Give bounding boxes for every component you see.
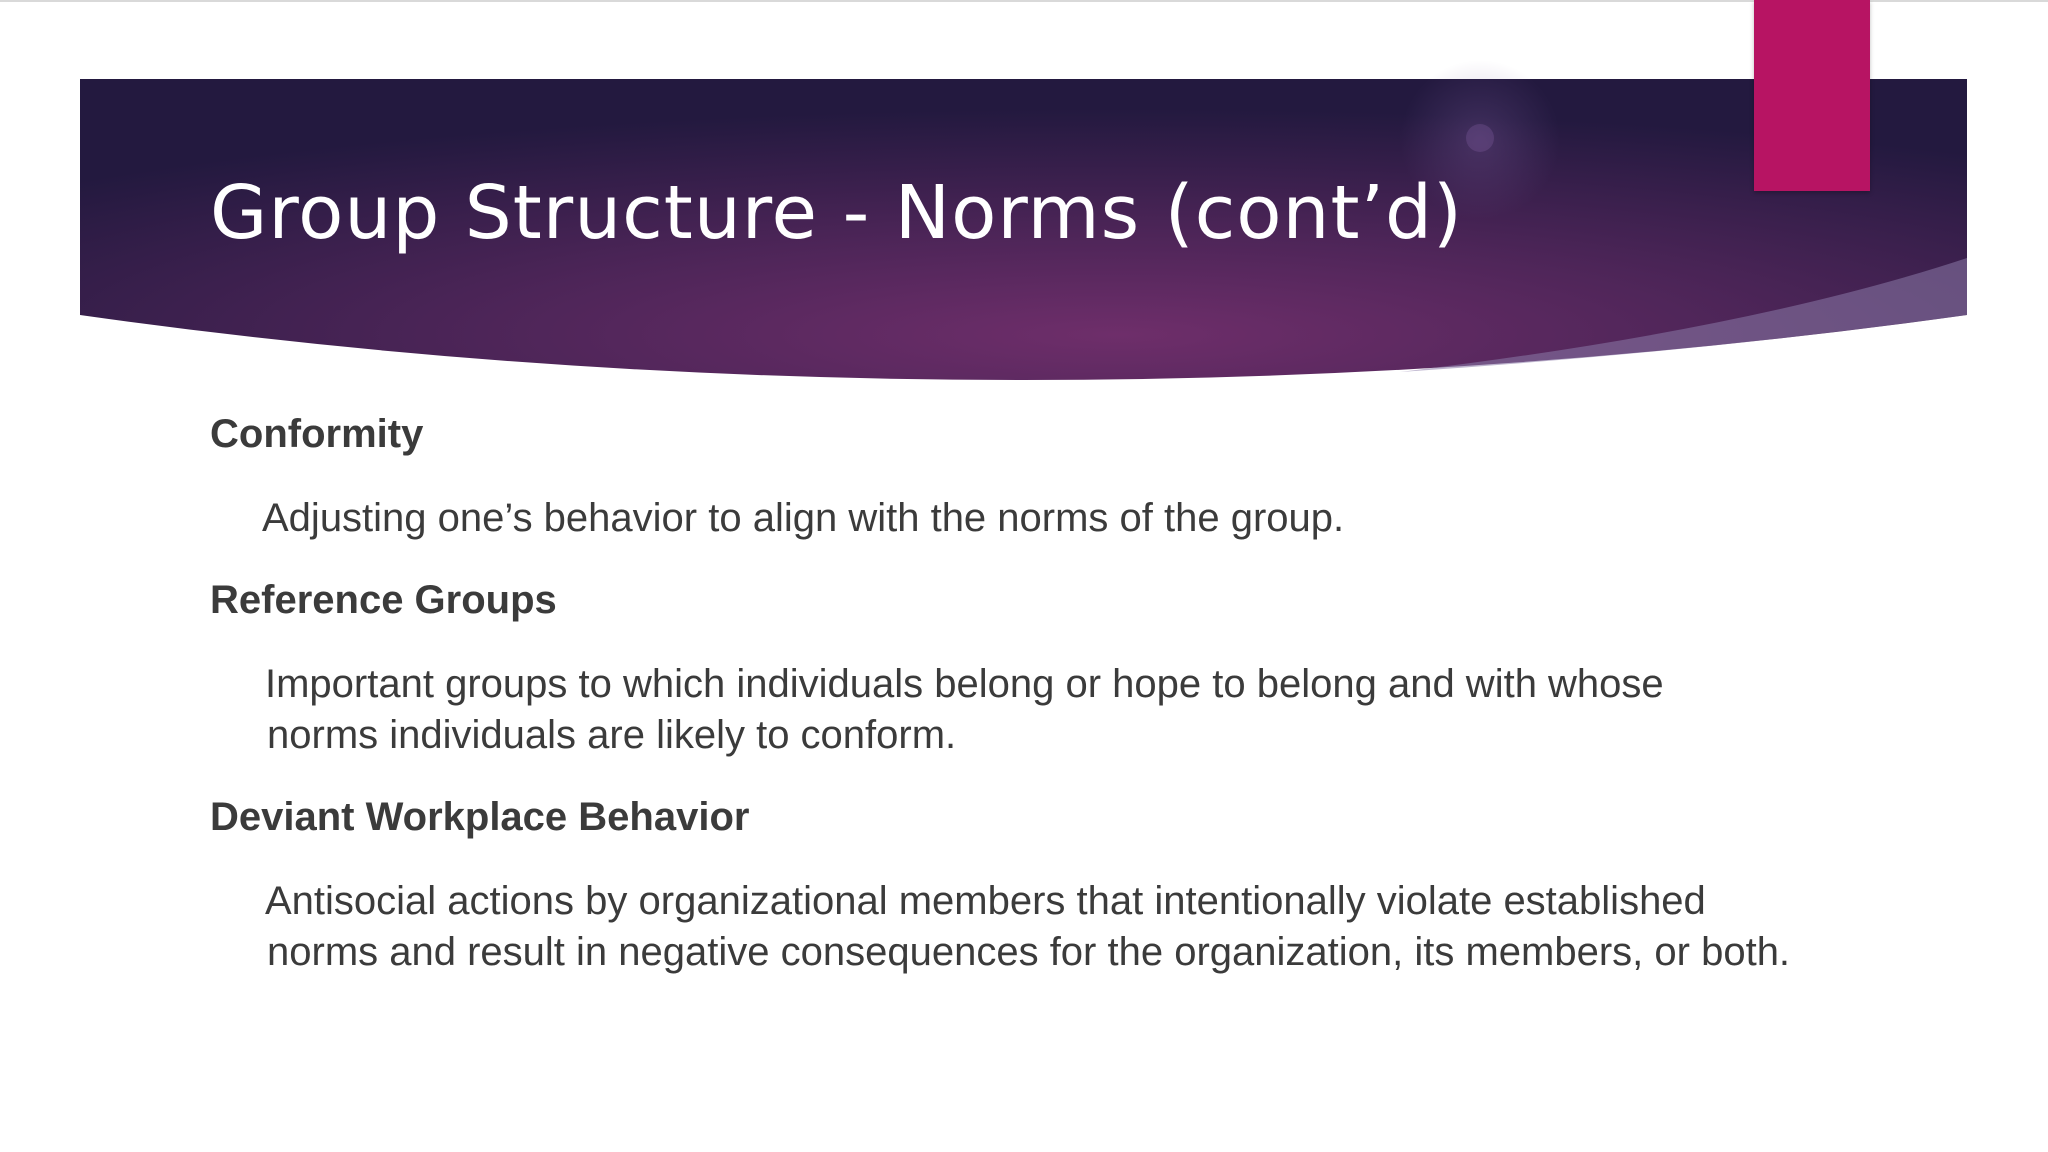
term-conformity: Conformity: [210, 412, 424, 456]
definition-reference-groups-line-1: Important groups to which individuals belong or hope to belong and with whose: [265, 662, 1664, 706]
definition-deviant-line-2: norms and result in negative consequences for the organization, its members, or both.: [267, 930, 1791, 974]
definition-reference-groups-line-2: norms individuals are likely to conform.: [267, 713, 957, 757]
term-deviant-workplace-behavior: Deviant Workplace Behavior: [210, 795, 750, 839]
definition-deviant-line-1: Antisocial actions by organizational members that intentionally violate established: [265, 879, 1706, 923]
definition-conformity-line-1: Adjusting one’s behavior to align with the norms of the group.: [262, 496, 1345, 540]
slide-title: Group Structure - Norms (cont’d): [210, 170, 1463, 256]
term-reference-groups: Reference Groups: [210, 578, 557, 622]
